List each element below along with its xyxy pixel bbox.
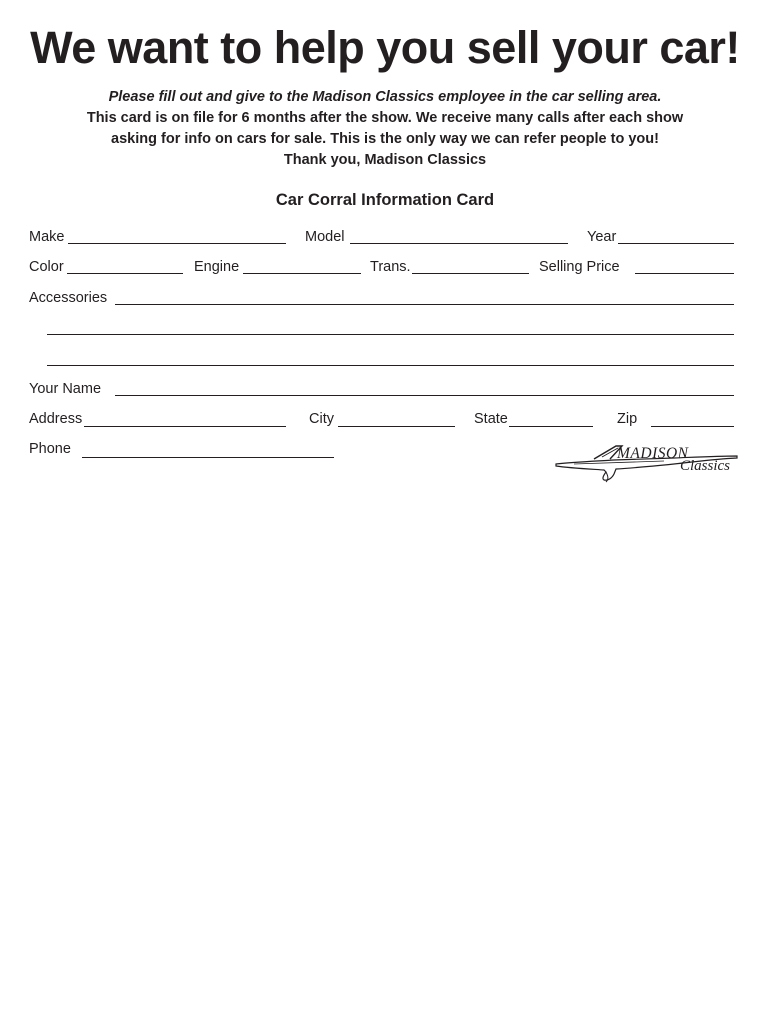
zip-label: Zip bbox=[617, 411, 638, 427]
year-field[interactable] bbox=[618, 243, 734, 244]
accessories-line-2[interactable] bbox=[47, 334, 734, 335]
accessories-label: Accessories bbox=[29, 290, 108, 306]
logo-sub: Classics bbox=[680, 458, 731, 474]
your-name-label: Your Name bbox=[29, 381, 102, 397]
intro-line-3: asking for info on cars for sale. This is the only way we can refer people to you! bbox=[111, 131, 659, 147]
address-label: Address bbox=[29, 411, 83, 427]
year-label: Year bbox=[587, 229, 617, 245]
city-label: City bbox=[309, 411, 334, 427]
city-field[interactable] bbox=[338, 426, 455, 427]
phone-label: Phone bbox=[29, 441, 71, 457]
state-field[interactable] bbox=[509, 426, 593, 427]
selling-price-field[interactable] bbox=[635, 273, 734, 274]
trans-label: Trans. bbox=[370, 259, 411, 275]
card-title: Car Corral Information Card bbox=[275, 191, 495, 209]
your-name-field[interactable] bbox=[115, 395, 734, 396]
state-label: State bbox=[474, 411, 508, 427]
engine-label: Engine bbox=[194, 259, 240, 275]
engine-field[interactable] bbox=[243, 273, 361, 274]
intro-text bbox=[0, 87, 770, 171]
accessories-field[interactable] bbox=[115, 304, 734, 305]
zip-field[interactable] bbox=[651, 426, 734, 427]
model-field[interactable] bbox=[350, 243, 568, 244]
color-field[interactable] bbox=[67, 273, 183, 274]
accessories-line-3[interactable] bbox=[47, 365, 734, 366]
color-label: Color bbox=[29, 259, 64, 275]
page-headline: We want to help you sell your car! bbox=[30, 22, 740, 73]
make-label: Make bbox=[29, 229, 65, 245]
intro-line-4: Thank you, Madison Classics bbox=[283, 152, 487, 168]
logo-name: MADISON bbox=[617, 445, 689, 462]
phone-field[interactable] bbox=[82, 457, 334, 458]
intro-line-2: This card is on file for 6 months after the show. We receive many calls after each show bbox=[86, 110, 684, 126]
model-label: Model bbox=[305, 229, 345, 245]
selling-price-label: Selling Price bbox=[539, 259, 620, 275]
make-field[interactable] bbox=[68, 243, 286, 244]
trans-field[interactable] bbox=[412, 273, 529, 274]
intro-line-1: Please fill out and give to the Madison Classics employee in the car selling area. bbox=[108, 89, 662, 105]
address-field[interactable] bbox=[84, 426, 286, 427]
